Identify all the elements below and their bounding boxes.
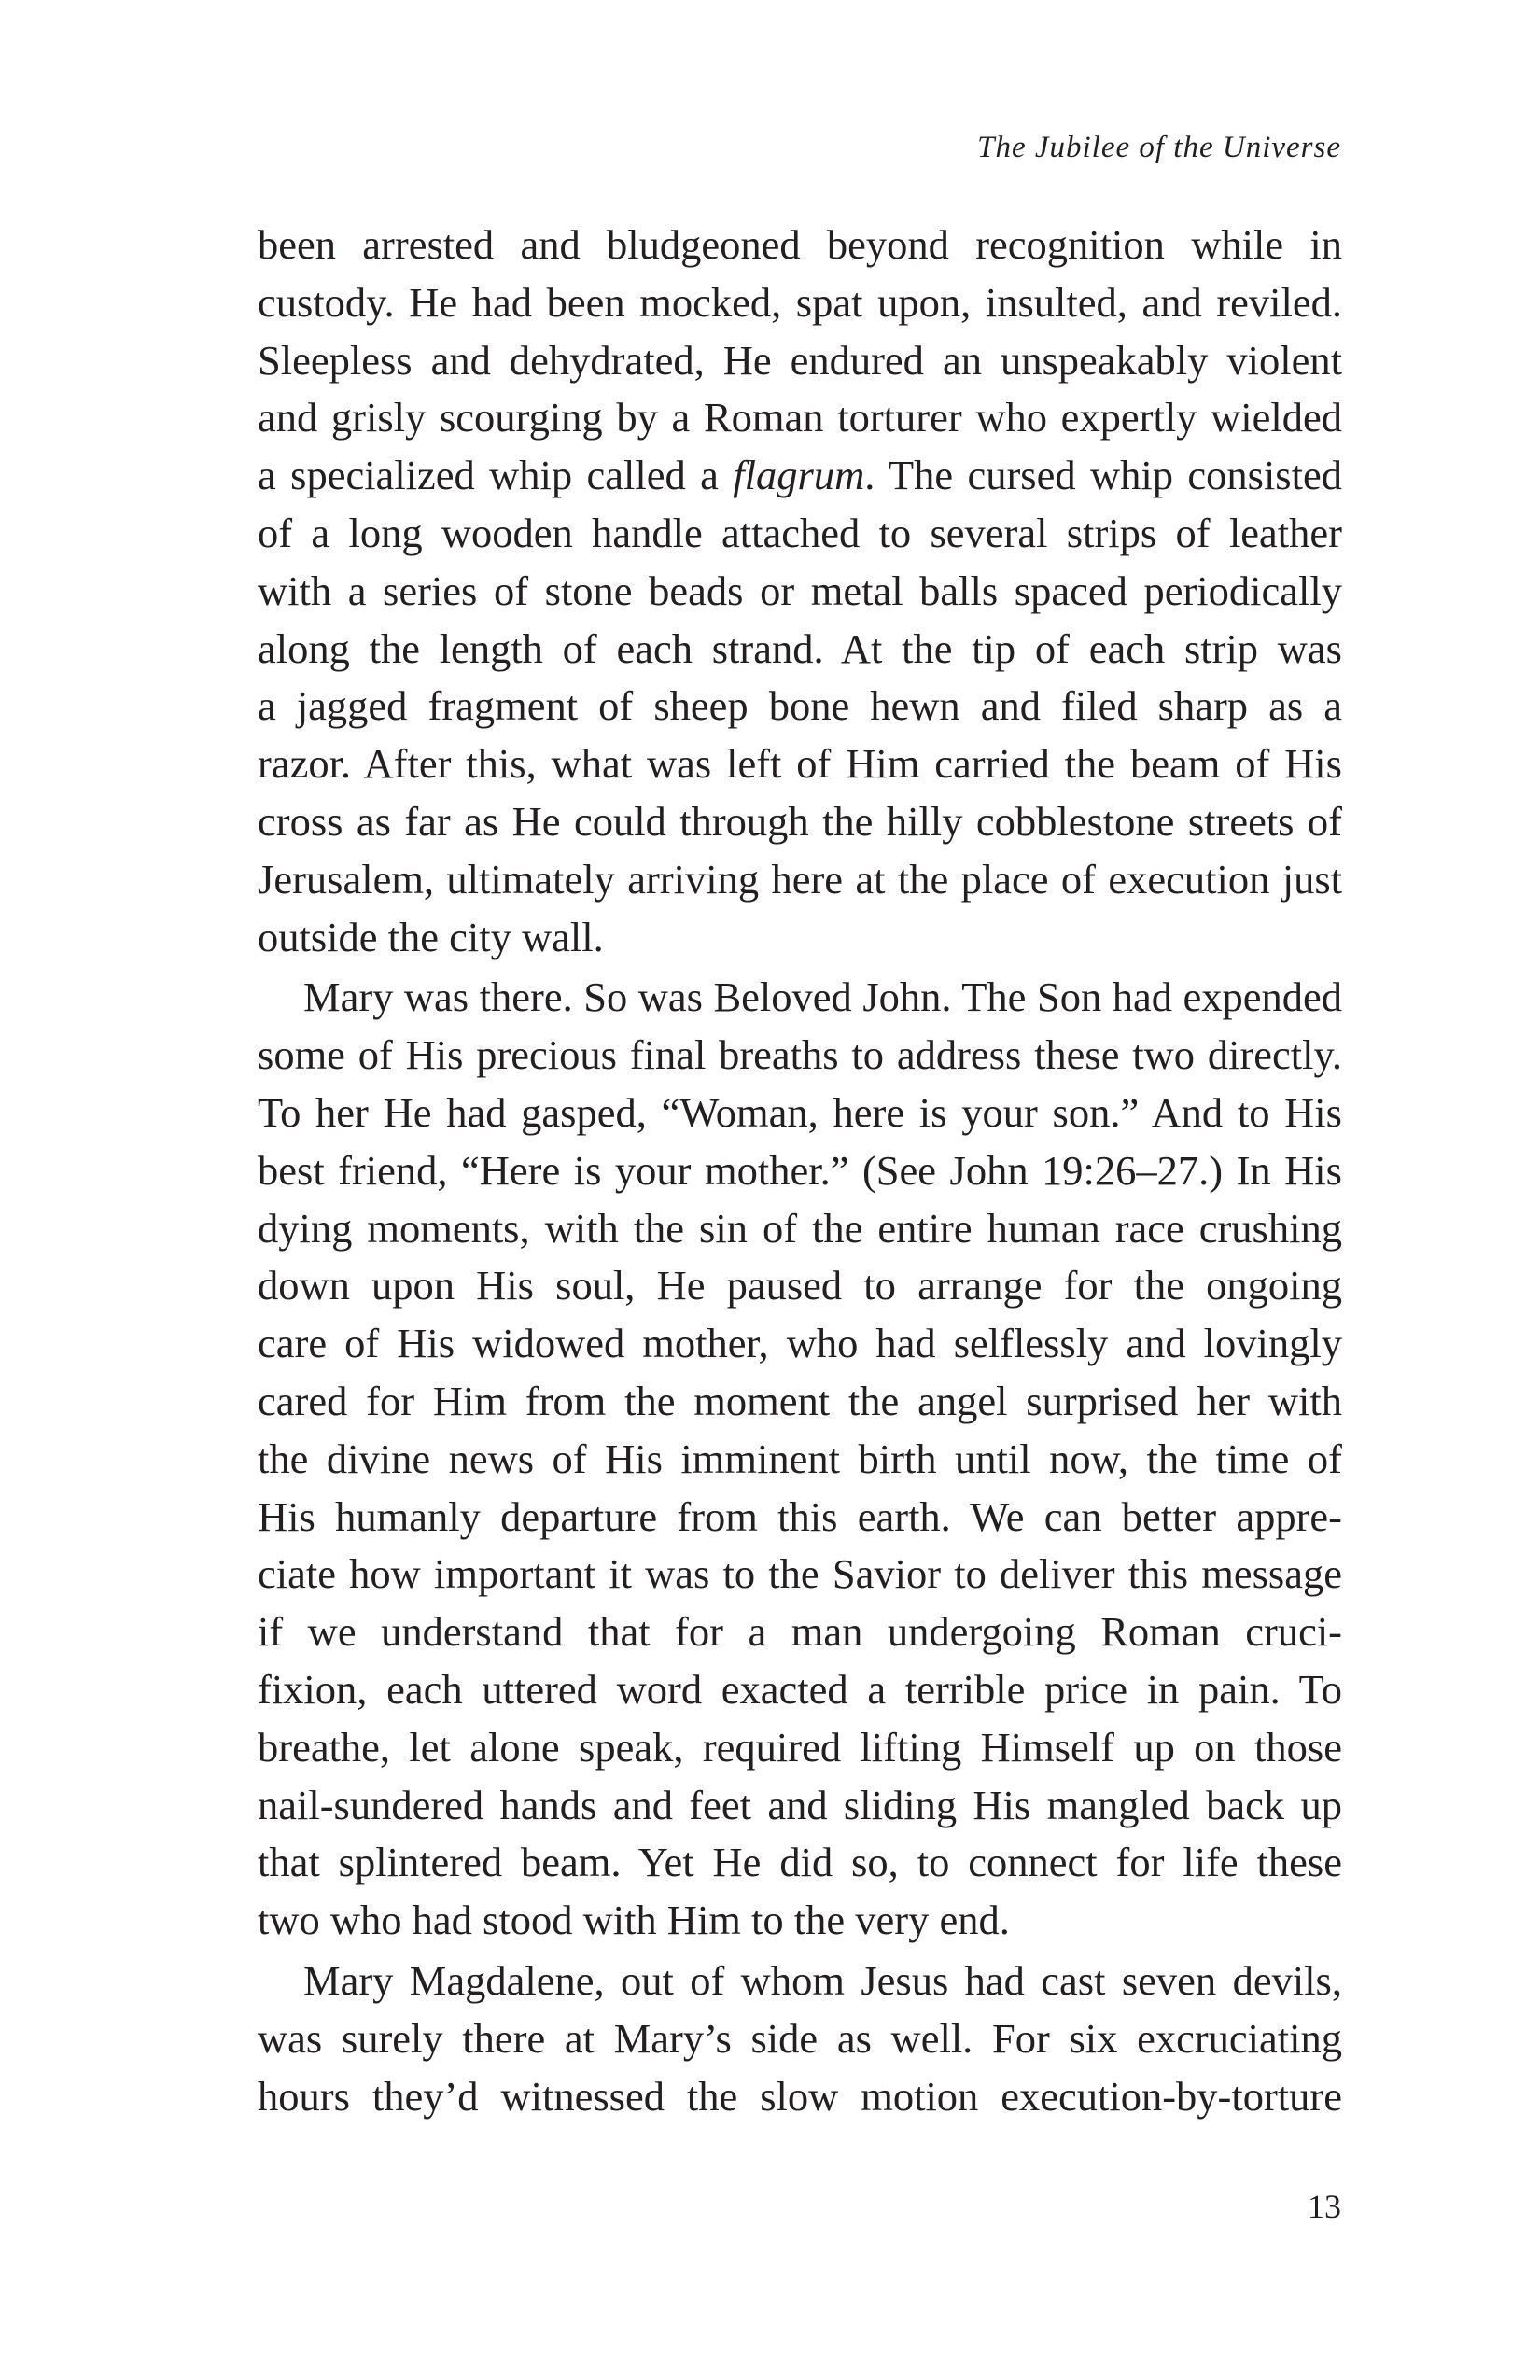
italic-term: flagrum [733,452,865,499]
text-line: Mary Magdalene, out of whom Jesus had cast seven devils, [303,1956,1342,2004]
paragraph-1 [258,217,1342,966]
text-line: razor. After this, what was left of Him carried the beam of His [258,740,1342,788]
text-line: outside the city wall. [258,913,604,960]
text-line: dying moments, with the sin of the entire human race crushing [258,1204,1342,1252]
text-line: down upon His soul, He paused to arrange for the ongoing [258,1262,1342,1309]
text-line: some of His precious final breaths to address these two directly. [258,1031,1342,1079]
text-line: two who had stood with Him to the very end. [258,1897,1010,1944]
text-line: was surely there at Mary’s side as well. For six excruciating [258,2014,1342,2062]
text-line: custody. He had been mocked, spat upon, insulted, and reviled. [258,278,1342,326]
text-line: best friend, “Here is your mother.” (See John 19:26–27.) In His [258,1146,1342,1194]
text-line: care of His widowed mother, who had selflessly and lovingly [258,1320,1342,1367]
text-line: His humanly departure from this earth. We can better appre- [258,1492,1342,1540]
text-line: To her He had gasped, “Woman, here is your son.” And to His [258,1088,1342,1136]
running-header: The Jubilee of the Universe [977,131,1341,164]
text-line: Jerusalem, ultimately arriving here at the place of execution just [258,855,1342,903]
text-line: cared for Him from the moment the angel surprised her with [258,1377,1342,1424]
text-segment: . The cursed whip consisted [864,452,1342,499]
text-line: Sleepless and dehydrated, He endured an unspeakably violent [258,336,1342,384]
text-line: fixion, each uttered word exacted a terrible price in pain. To [258,1665,1342,1713]
text-line: and grisly scourging by a Roman torturer who expertly wielded [258,394,1342,441]
text-line: along the length of each strand. At the tip of each strip was [258,624,1342,672]
text-line: been arrested and bludgeoned beyond recognition while in [258,221,1342,268]
text-line: if we understand that for a man undergoing Roman cruci- [258,1608,1342,1656]
text-line: hours they’d witnessed the slow motion execution-by-torture [258,2072,1342,2120]
text-segment: a specialized whip called a [258,452,734,499]
text-line: a jagged fragment of sheep bone hewn and filed sharp as a [258,682,1342,730]
text-line: nail-sundered hands and feet and sliding His mangled back up [258,1781,1342,1828]
paragraph-2 [258,969,1342,1950]
text-line: of a long wooden handle attached to several strips of leather [258,509,1342,556]
text-line: Mary was there. So was Beloved John. The Son had expended [303,973,1342,1021]
paragraph-3 [258,1953,1342,2125]
page-number: 13 [1308,2188,1341,2225]
text-line: breathe, let alone speak, required lifting Himself up on those [258,1723,1342,1771]
text-line: that splintered beam. Yet He did so, to connect for life these [258,1839,1342,1886]
text-line [258,447,1342,505]
text-line: with a series of stone beads or metal balls spaced periodically [258,567,1342,614]
body-text [258,217,1342,2125]
text-line: cross as far as He could through the hilly cobblestone streets of [258,797,1342,845]
text-line: ciate how important it was to the Savior to deliver this message [258,1550,1342,1598]
text-line: the divine news of His imminent birth until now, the time of [258,1435,1342,1482]
